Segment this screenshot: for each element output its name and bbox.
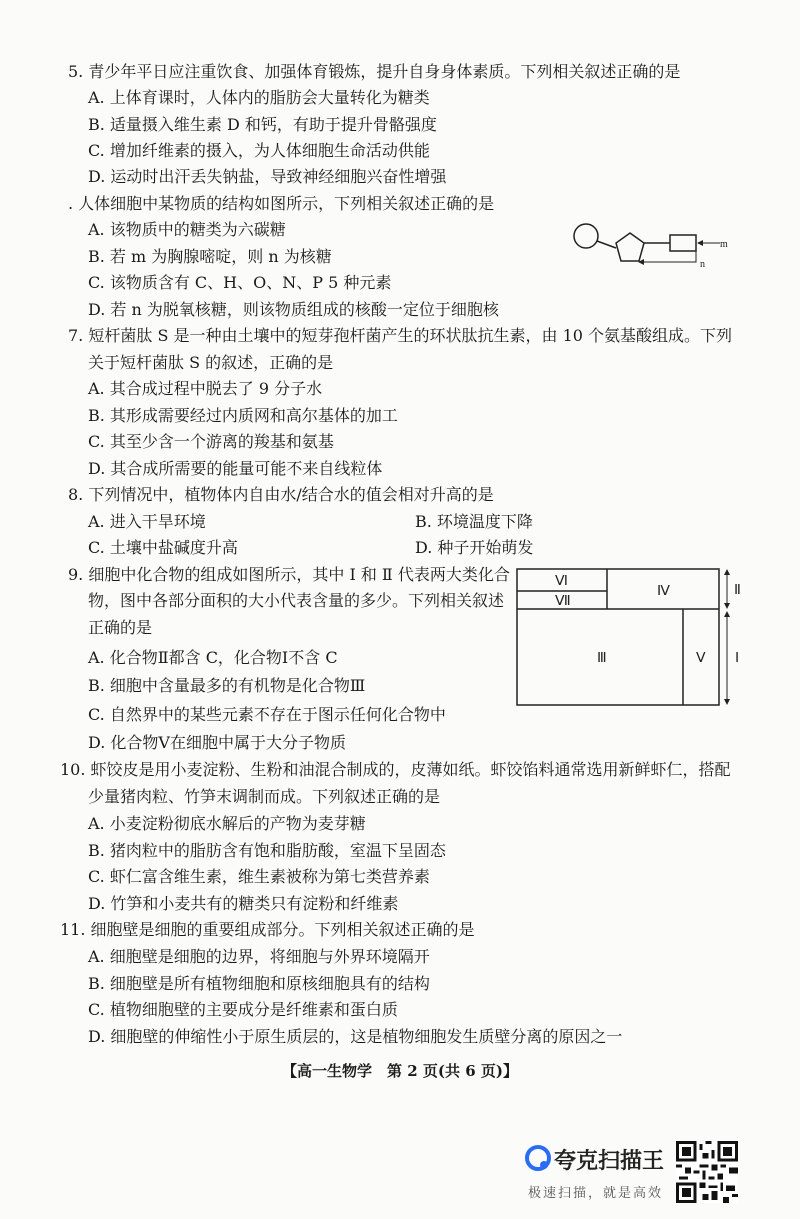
q6-option-c: C. 该物质含有 C、H、O、N、P 5 种元素: [88, 273, 392, 292]
q6-option-a: A. 该物质中的糖类为六碳糖: [88, 220, 286, 239]
q8-stem: 8. 下列情况中，植物体内自由水/结合水的值会相对升高的是: [68, 485, 494, 504]
label-n: n: [700, 259, 705, 270]
q8-option-c: C. 土壤中盐碱度升高: [88, 538, 238, 557]
label-vii: Ⅶ: [555, 594, 571, 609]
q5-option-c: C. 增加纤维素的摄入，为人体细胞生命活动供能: [88, 141, 430, 160]
q11-option-b: B. 细胞壁是所有植物细胞和原核细胞具有的结构: [88, 974, 430, 993]
q10-option-b: B. 猪肉粒中的脂肪含有饱和脂肪酸，室温下呈固态: [88, 841, 446, 860]
q5-option-b: B. 适量摄入维生素 D 和钙，有助于提升骨骼强度: [88, 115, 437, 134]
q7-option-d: D. 其合成所需要的能量可能不来自线粒体: [88, 459, 383, 478]
pentose-sugar: [616, 233, 644, 261]
bracket-ii-bottom: [724, 603, 730, 609]
q11-option-a: A. 细胞壁是细胞的边界，将细胞与外界环境隔开: [88, 947, 430, 966]
label-iii: Ⅲ: [597, 651, 607, 666]
q11-option-c: C. 植物细胞壁的主要成分是纤维素和蛋白质: [88, 1000, 398, 1019]
q5-option-a: A. 上体育课时，人体内的脂肪会大量转化为糖类: [88, 88, 430, 107]
q9-stem-line3: 正确的是: [88, 618, 153, 637]
q7-option-b: B. 其形成需要经过内质网和高尔基体的加工: [88, 406, 398, 425]
q5-option-d: D. 运动时出汗丢失钠盐，导致神经细胞兴奋性增强: [88, 167, 447, 186]
label-v: Ⅴ: [696, 651, 706, 666]
arrow-m-head: [697, 240, 703, 246]
q11-option-d: D. 细胞壁的伸缩性小于原生质层的，这是植物细胞发生质壁分离的原因之一: [88, 1027, 623, 1046]
q9-stem-line1: 9. 细胞中化合物的组成如图所示，其中 Ⅰ 和 Ⅱ 代表两大类化合: [68, 565, 510, 584]
bracket-i-bottom: [724, 699, 730, 705]
bracket-i-top: [724, 611, 730, 617]
q9-stem-line2: 物，图中各部分面积的大小代表含量的多少。下列相关叙述: [88, 591, 505, 610]
q11-stem: 11. 细胞壁是细胞的重要组成部分。下列相关叙述正确的是: [60, 920, 475, 939]
quark-logo-icon: [524, 1144, 552, 1172]
q5-stem: 5. 青少年平日应注重饮食、加强体育锻炼，提升自身身体素质。下列相关叙述正确的是: [68, 62, 681, 81]
phosphate-circle: [574, 224, 598, 248]
label-iv: Ⅳ: [657, 584, 670, 599]
scanner-brand-name: 夸克扫描王: [554, 1149, 665, 1174]
q7-option-a: A. 其合成过程中脱去了 9 分子水: [88, 379, 323, 398]
q7-stem-line1: 7. 短杆菌肽 S 是一种由土壤中的短芽孢杆菌产生的环状肽抗生素，由 10 个氨基酸组成。下列: [68, 326, 733, 345]
label-m: m: [720, 239, 728, 250]
scanner-slogan: 极速扫描，就是高效: [528, 1186, 664, 1201]
q9-option-a: A. 化合物Ⅱ都含 C，化合物Ⅰ不含 C: [88, 648, 338, 667]
q10-option-d: D. 竹笋和小麦共有的糖类只有淀粉和纤维素: [88, 894, 399, 913]
q10-stem-line2: 少量猪肉粒、竹笋末调制而成。下列叙述正确的是: [88, 787, 441, 806]
label-ii: Ⅱ: [734, 583, 741, 598]
q7-stem-line2: 关于短杆菌肽 S 的叙述，正确的是: [88, 353, 334, 372]
q9-option-b: B. 细胞中含量最多的有机物是化合物Ⅲ: [88, 676, 366, 695]
outer-box: [517, 569, 719, 705]
arrow-n: [640, 251, 696, 262]
phosphate-bond: [597, 241, 616, 248]
q7-option-c: C. 其至少含一个游离的羧基和氨基: [88, 432, 334, 451]
label-i: Ⅰ: [735, 651, 740, 666]
base-box: [670, 235, 696, 251]
q10-option-c: C. 虾仁富含维生素，维生素被称为第七类营养素: [88, 867, 430, 886]
q8-option-b: B. 环境温度下降: [415, 512, 533, 531]
q10-option-a: A. 小麦淀粉彻底水解后的产物为麦芽糖: [88, 814, 366, 833]
compound-figure: [515, 567, 750, 707]
bracket-ii-top: [724, 569, 730, 575]
label-vi: Ⅵ: [555, 574, 568, 589]
qr-code-icon: [676, 1141, 738, 1203]
q6-option-b: B. 若 m 为胸腺嘧啶，则 n 为核糖: [88, 247, 332, 266]
q6-stem: . 人体细胞中某物质的结构如图所示，下列相关叙述正确的是: [68, 194, 495, 213]
nucleotide-figure: [572, 218, 732, 274]
page-footer: 【高一生物学 第 2 页(共 6 页)】: [282, 1062, 518, 1080]
q10-stem-line1: 10. 虾饺皮是用小麦淀粉、生粉和油混合制成的，皮薄如纸。虾饺馅料通常选用新鲜虾仁，搭配: [60, 760, 731, 779]
q9-option-d: D. 化合物Ⅴ在细胞中属于大分子物质: [88, 733, 346, 752]
q6-option-d: D. 若 n 为脱氧核糖，则该物质组成的核酸一定位于细胞核: [88, 300, 499, 319]
q9-option-c: C. 自然界中的某些元素不存在于图示任何化合物中: [88, 705, 446, 724]
q8-option-a: A. 进入干旱环境: [88, 512, 206, 531]
q8-option-d: D. 种子开始萌发: [415, 538, 534, 557]
